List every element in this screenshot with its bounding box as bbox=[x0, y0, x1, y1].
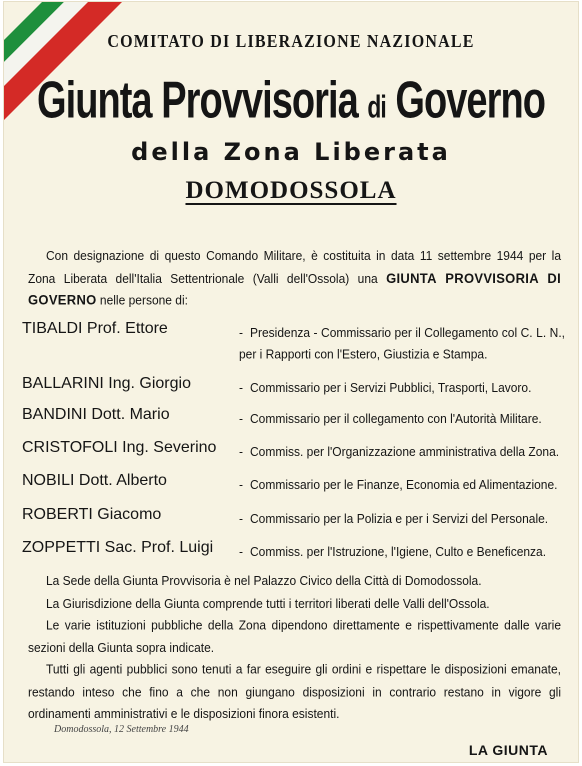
member-row bbox=[22, 320, 565, 362]
member-role-text: Presidenza - Commissario per il Collegamento col C. L. N., per i Rapporti con l'Estero, Giustizia e Stampa. bbox=[239, 325, 565, 362]
member-row bbox=[22, 406, 565, 440]
member-role: - Commissario per il collegamento con l'Autorità Militare. bbox=[239, 411, 542, 427]
closing-paragraph: Le varie istituzioni pubbliche della Zona dipendono direttamente e rispettivamente dalle varie sezioni della Giunta sopra indicate. bbox=[28, 617, 561, 655]
member-name: BANDINI Dott. Mario bbox=[22, 406, 170, 423]
member-role: - Presidenza - Commissario per il Collegamento col C. L. N., per i Rapporti con l'Estero, Giustizia e Stampa. bbox=[239, 325, 565, 362]
title-part1: Giunta Provvisoria bbox=[36, 72, 358, 130]
poster-subtitle: della Zona Liberata bbox=[131, 138, 451, 166]
intro-text-2: nelle persone di: bbox=[99, 292, 188, 308]
member-role-text: Commissario per i Servizi Pubblici, Trasporti, Lavoro. bbox=[250, 380, 532, 396]
title-connector: di bbox=[367, 90, 386, 126]
poster-title bbox=[18, 72, 563, 131]
title-part2: Governo bbox=[395, 72, 545, 130]
city-name: DOMODOSSOLA bbox=[185, 177, 397, 204]
member-role: - Commissario per la Polizia e per i Servizi del Personale. bbox=[239, 511, 549, 527]
member-role-text: Commiss. per l'Organizzazione amministrativa della Zona. bbox=[250, 444, 560, 460]
committee-heading: COMITATO DI LIBERAZIONE NAZIONALE bbox=[107, 32, 475, 52]
intro-text-1: Con designazione di questo Comando Militare, è costituita in data 11 settembre 1944 per la Zona Liberata dell'Italia Settentrionale (Valli dell'Ossola) una bbox=[28, 248, 561, 286]
member-role-text: Commissario per le Finanze, Economia ed Alimentazione. bbox=[250, 477, 558, 493]
closing-paragraph: La Giurisdizione della Giunta comprende tutti i territori liberati delle Valli dell'Ossola. bbox=[46, 595, 490, 611]
member-row bbox=[22, 472, 565, 506]
closing-paragraph: La Sede della Giunta Provvisoria è nel Palazzo Civico della Città di Domodossola. bbox=[46, 573, 482, 589]
member-row bbox=[22, 539, 565, 573]
member-name: ROBERTI Giacomo bbox=[22, 506, 162, 523]
member-row bbox=[22, 439, 565, 473]
member-role: - Commissario per i Servizi Pubblici, Trasporti, Lavoro. bbox=[239, 380, 532, 396]
intro-paragraph bbox=[28, 245, 561, 311]
intro-emphasis: GIUNTA PROVVISORIA DI GOVERNO bbox=[28, 269, 561, 308]
member-name: BALLARINI Ing. Giorgio bbox=[22, 375, 191, 392]
member-role: - Commiss. per l'Organizzazione amministrativa della Zona. bbox=[239, 444, 560, 460]
closing-paragraph: Tutti gli agenti pubblici sono tenuti a far eseguire gli ordini e rispettare le disposizioni emanate, restando inteso che fino a che non giungano disposizioni in contrario restano in vigore gli ordinamenti amministrativi e le disposizioni finora esistenti. bbox=[28, 661, 561, 722]
member-name: ZOPPETTI Sac. Prof. Luigi bbox=[22, 539, 214, 556]
member-role-text: Commiss. per l'Istruzione, l'Igiene, Culto e Beneficenza. bbox=[250, 544, 547, 560]
member-row bbox=[22, 506, 565, 540]
member-role: - Commiss. per l'Istruzione, l'Igiene, Culto e Beneficenza. bbox=[239, 544, 547, 560]
proclamation-poster bbox=[4, 2, 578, 762]
member-role: - Commissario per le Finanze, Economia ed Alimentazione. bbox=[239, 477, 558, 493]
member-row bbox=[22, 375, 565, 409]
member-role-text: Commissario per la Polizia e per i Servizi del Personale. bbox=[250, 511, 549, 527]
issue-date: Domodossola, 12 Settembre 1944 bbox=[54, 724, 189, 735]
member-name: TIBALDI Prof. Ettore bbox=[22, 320, 168, 337]
closing-paragraphs bbox=[28, 570, 561, 725]
signature: LA GIUNTA bbox=[468, 742, 548, 758]
member-name: CRISTOFOLI Ing. Severino bbox=[22, 439, 217, 456]
member-role-text: Commissario per il collegamento con l'Autorità Militare. bbox=[250, 411, 542, 427]
member-name: NOBILI Dott. Alberto bbox=[22, 472, 167, 489]
